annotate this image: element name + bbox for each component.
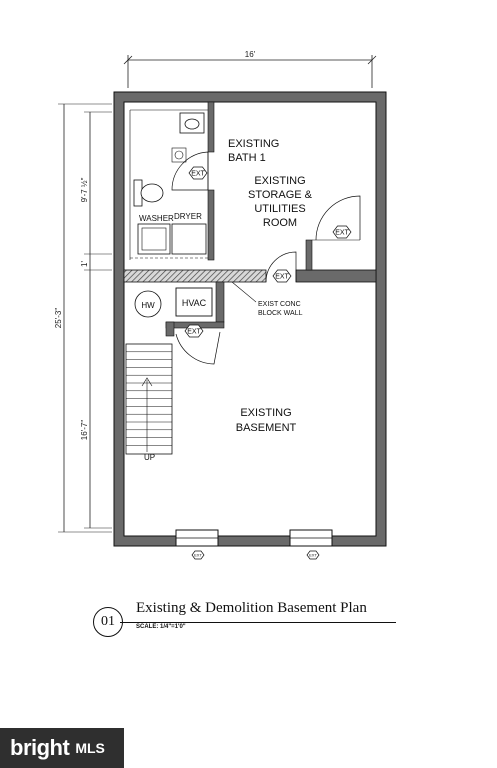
ext-tag-label: EXT	[187, 328, 201, 336]
width-dimension	[124, 50, 376, 88]
ext-tag	[192, 551, 204, 559]
hw-label: HW	[141, 301, 155, 310]
ext-tag-label: EXT	[191, 170, 205, 178]
storage-room-label: EXISTING STORAGE & UTILITIES ROOM	[248, 175, 312, 229]
total-depth-label: 25'-3"	[54, 307, 63, 329]
drawing-number: 01	[93, 607, 123, 637]
title-underline	[120, 622, 396, 623]
ext-tag-label: EXT	[275, 273, 289, 281]
ext-tag	[333, 226, 351, 238]
watermark-brand: bright	[10, 735, 70, 760]
depth-dimensions	[54, 104, 112, 532]
washer-label: WASHER	[139, 214, 174, 223]
toilet	[134, 180, 163, 206]
watermark-suffix: MLS	[75, 740, 105, 756]
width-dimension-label: 16'	[244, 50, 256, 59]
ext-tag-label: EXT	[335, 229, 349, 237]
hvac-unit	[176, 288, 212, 316]
block-wall-note: EXIST CONC BLOCK WALL	[258, 301, 303, 317]
ext-tag	[273, 270, 291, 282]
hvac-label: HVAC	[181, 298, 207, 308]
upper-depth-label: 9'-7 ½"	[80, 177, 89, 203]
basement-label: EXISTING BASEMENT	[235, 407, 297, 434]
stairs-up-label: UP	[144, 453, 156, 462]
staircase	[126, 344, 172, 462]
lower-depth-label: 16'-7"	[80, 419, 89, 441]
bath-label: EXISTING BATH 1	[228, 138, 280, 164]
dryer-label: DRYER	[174, 212, 202, 221]
washer-dryer	[130, 212, 208, 258]
water-heater	[135, 291, 161, 317]
sink	[180, 113, 204, 133]
bright-mls-watermark	[0, 728, 124, 768]
drawing-scale: SCALE: 1/4"=1'0"	[136, 624, 186, 630]
block-wall-leader	[232, 282, 256, 302]
drawing-title: Existing & Demolition Basement Plan	[136, 600, 367, 616]
ext-tag-label: EXT	[194, 552, 202, 558]
bath-fixture	[172, 148, 186, 162]
ext-tag-label: EXT	[309, 552, 317, 558]
ext-tag	[307, 551, 319, 559]
mid-depth-label: 1'	[80, 261, 89, 267]
ext-tag	[189, 167, 207, 179]
